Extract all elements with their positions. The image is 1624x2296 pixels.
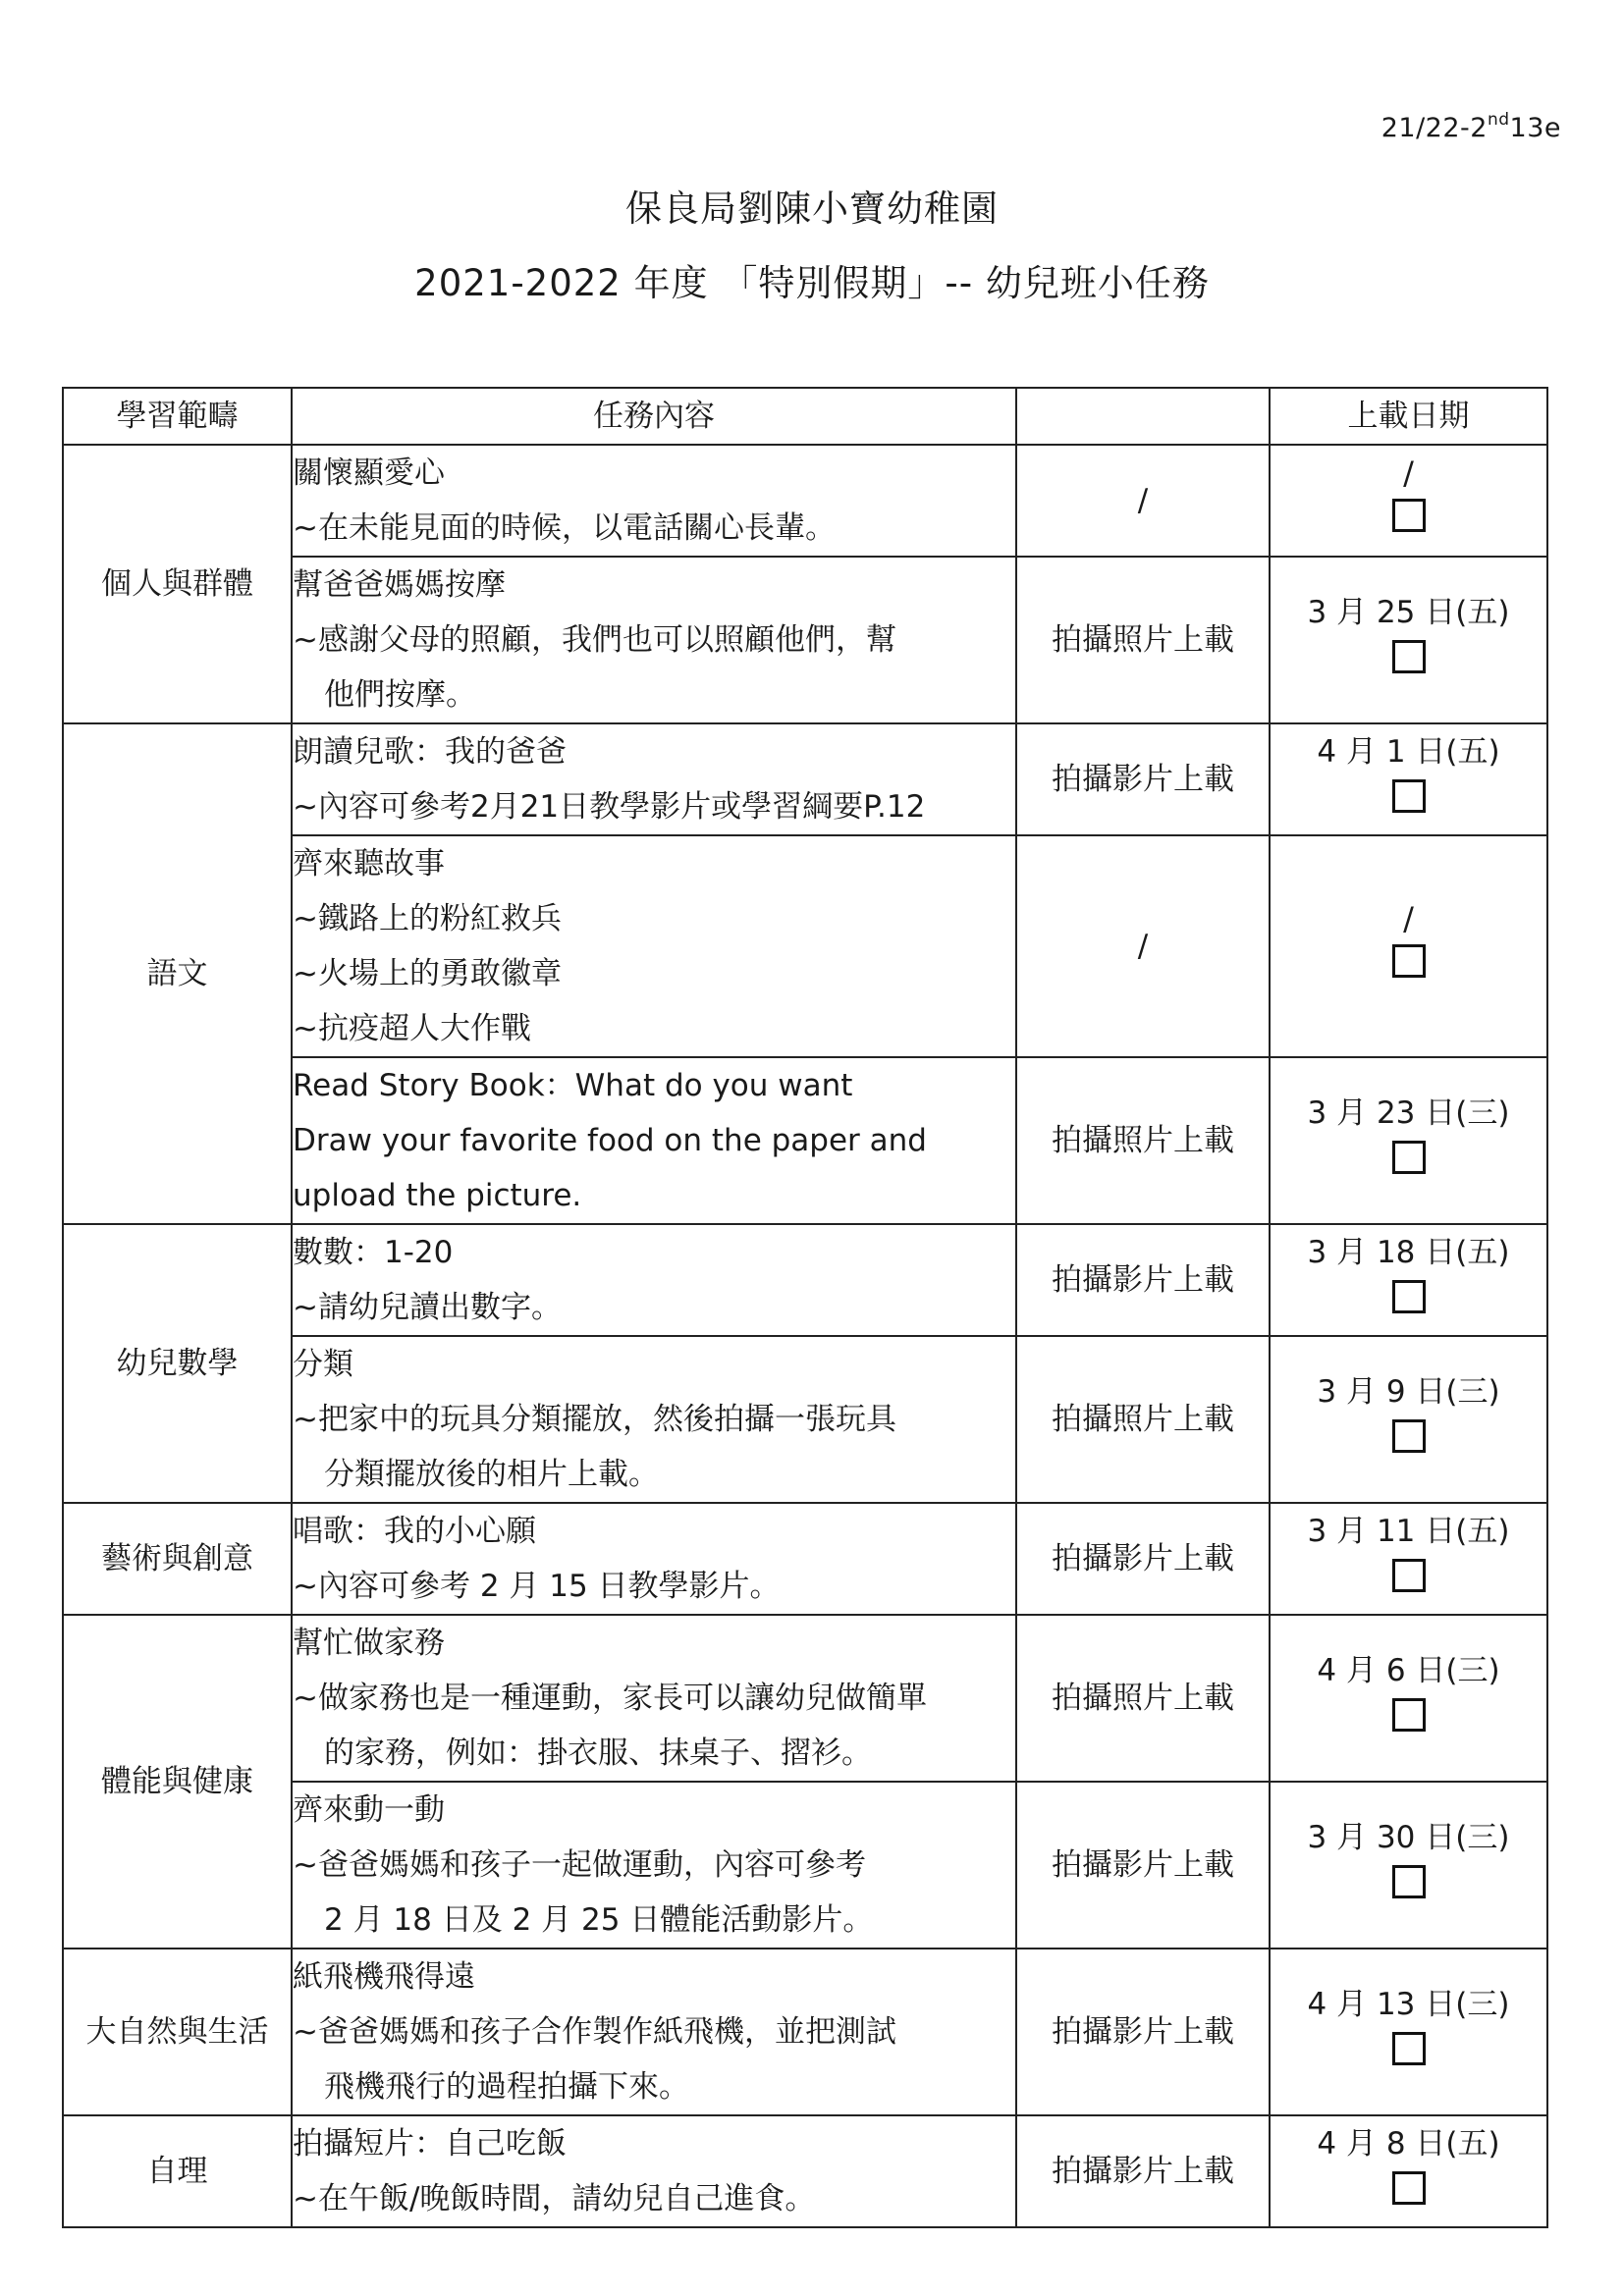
date-text: 4 月 1 日(五) (1317, 734, 1500, 770)
header-content: 任務內容 (292, 388, 1016, 445)
task-title: 齊來聽故事 (293, 846, 445, 881)
task-detail: 的家務，例如：掛衣服、抹桌子、摺衫。 (324, 1735, 872, 1771)
date-text: / (1403, 454, 1414, 492)
task-content-cell (292, 1224, 1016, 1336)
task-detail: ~內容可參考 2 月 15 日教學影片。 (293, 1569, 781, 1604)
upload-date-cell (1270, 557, 1547, 723)
completion-checkbox[interactable] (1392, 499, 1426, 532)
completion-checkbox[interactable] (1392, 1559, 1426, 1592)
header-upload-date: 上載日期 (1270, 388, 1547, 445)
upload-date-cell (1270, 835, 1547, 1057)
task-title: Read Story Book：What do you want (293, 1068, 853, 1103)
task-title: 拍攝短片：自己吃飯 (293, 2126, 567, 2162)
upload-method-cell: 拍攝影片上載 (1016, 2115, 1270, 2227)
upload-method-cell: 拍攝影片上載 (1016, 1949, 1270, 2115)
task-content-cell (292, 1503, 1016, 1615)
date-text: 4 月 6 日(三) (1317, 1653, 1500, 1688)
upload-method-cell: 拍攝照片上載 (1016, 1336, 1270, 1503)
task-detail: Draw your favorite food on the paper and (293, 1123, 927, 1158)
task-detail: upload the picture. (293, 1178, 582, 1213)
task-title: 幫爸爸媽媽按摩 (293, 567, 506, 603)
upload-date-cell (1270, 1057, 1547, 1224)
completion-checkbox[interactable] (1392, 944, 1426, 978)
document-reference: 21/22-2nd13e (1380, 110, 1561, 143)
upload-method-cell: 拍攝影片上載 (1016, 1503, 1270, 1615)
school-name-title: 保良局劉陳小寶幼稚園 (625, 187, 999, 230)
task-title: 朗讀兒歌：我的爸爸 (293, 734, 567, 770)
task-detail: ~請幼兒讀出數字。 (293, 1290, 562, 1325)
area-cell: 大自然與生活 (63, 1949, 292, 2115)
task-detail: ~感謝父母的照顧，我們也可以照顧他們，幫 (293, 622, 896, 658)
upload-date-cell (1270, 445, 1547, 557)
completion-checkbox[interactable] (1392, 1865, 1426, 1898)
header-method (1016, 388, 1270, 445)
task-content-cell (292, 1615, 1016, 1782)
task-content-cell (292, 835, 1016, 1057)
task-content-cell (292, 1336, 1016, 1503)
date-text: 3 月 25 日(五) (1307, 595, 1510, 630)
task-title: 數數：1-20 (293, 1235, 454, 1270)
task-detail: ~把家中的玩具分類擺放，然後拍攝一張玩具 (293, 1402, 896, 1437)
upload-method-cell: 拍攝影片上載 (1016, 1782, 1270, 1949)
table-row (63, 445, 1547, 557)
table-row (63, 1503, 1547, 1615)
task-detail: ~內容可參考2月21日教學影片或學習綱要P.12 (293, 789, 926, 825)
task-detail: 2 月 18 日及 2 月 25 日體能活動影片。 (324, 1902, 874, 1938)
task-title: 紙飛機飛得遠 (293, 1959, 475, 1995)
date-text: 3 月 30 日(三) (1307, 1820, 1510, 1855)
date-text: / (1403, 900, 1414, 937)
date-text: 4 月 13 日(三) (1307, 1987, 1510, 2022)
upload-method-cell: / (1016, 445, 1270, 557)
table-row (63, 723, 1547, 835)
area-cell: 幼兒數學 (63, 1224, 292, 1503)
completion-checkbox[interactable] (1392, 1698, 1426, 1732)
area-cell: 藝術與創意 (63, 1503, 292, 1615)
task-title: 唱歌：我的小心願 (293, 1514, 536, 1549)
table-row (63, 1949, 1547, 2115)
task-content-cell (292, 723, 1016, 835)
upload-date-cell (1270, 1224, 1547, 1336)
document-subtitle: 2021-2022 年度 「特別假期」-- 幼兒班小任務 (414, 262, 1210, 304)
table-row (63, 1224, 1547, 1336)
upload-method-cell: 拍攝影片上載 (1016, 1224, 1270, 1336)
task-content-cell (292, 445, 1016, 557)
task-content-cell (292, 2115, 1016, 2227)
task-content-cell (292, 1057, 1016, 1224)
upload-method-cell: 拍攝照片上載 (1016, 1615, 1270, 1782)
completion-checkbox[interactable] (1392, 779, 1426, 813)
date-text: 3 月 9 日(三) (1317, 1374, 1500, 1410)
upload-date-cell (1270, 1782, 1547, 1949)
task-detail: ~在午飯/晚飯時間，請幼兒自己進食。 (293, 2181, 816, 2216)
completion-checkbox[interactable] (1392, 640, 1426, 673)
completion-checkbox[interactable] (1392, 1141, 1426, 1174)
task-detail: ~爸爸媽媽和孩子一起做運動，內容可參考 (293, 1847, 866, 1883)
upload-method-cell: 拍攝照片上載 (1016, 557, 1270, 723)
task-table (62, 387, 1548, 2228)
upload-date-cell (1270, 723, 1547, 835)
date-text: 4 月 8 日(五) (1317, 2126, 1500, 2162)
task-content-cell (292, 1782, 1016, 1949)
task-detail: ~爸爸媽媽和孩子合作製作紙飛機，並把測試 (293, 2014, 896, 2050)
date-text: 3 月 18 日(五) (1307, 1235, 1510, 1270)
header-area: 學習範疇 (63, 388, 292, 445)
upload-date-cell (1270, 1949, 1547, 2115)
table-row (63, 2115, 1547, 2227)
task-title: 分類 (293, 1347, 353, 1382)
completion-checkbox[interactable] (1392, 2171, 1426, 2205)
date-text: 3 月 23 日(三) (1307, 1095, 1510, 1131)
completion-checkbox[interactable] (1392, 1419, 1426, 1453)
upload-date-cell (1270, 1336, 1547, 1503)
task-detail: 分類擺放後的相片上載。 (324, 1457, 659, 1492)
task-detail: ~抗疫超人大作戰 (293, 1011, 531, 1046)
area-cell: 個人與群體 (63, 445, 292, 723)
area-cell: 體能與健康 (63, 1615, 292, 1949)
area-cell: 語文 (63, 723, 292, 1224)
task-content-cell (292, 557, 1016, 723)
task-detail: ~在未能見面的時候，以電話關心長輩。 (293, 510, 836, 546)
area-cell: 自理 (63, 2115, 292, 2227)
task-detail: 他們按摩。 (324, 677, 476, 713)
table-row (63, 1615, 1547, 1782)
upload-date-cell (1270, 2115, 1547, 2227)
upload-date-cell (1270, 1615, 1547, 1782)
upload-method-cell: 拍攝影片上載 (1016, 723, 1270, 835)
task-title: 幫忙做家務 (293, 1626, 445, 1661)
task-content-cell (292, 1949, 1016, 2115)
completion-checkbox[interactable] (1392, 1280, 1426, 1313)
date-text: 3 月 11 日(五) (1307, 1514, 1510, 1549)
table-header-row (63, 388, 1547, 445)
completion-checkbox[interactable] (1392, 2032, 1426, 2065)
task-detail: ~火場上的勇敢徽章 (293, 956, 562, 991)
task-detail: 飛機飛行的過程拍攝下來。 (324, 2069, 689, 2105)
task-title: 關懷顯愛心 (293, 455, 445, 491)
upload-date-cell (1270, 1503, 1547, 1615)
task-detail: ~做家務也是一種運動，家長可以讓幼兒做簡單 (293, 1681, 927, 1716)
task-title: 齊來動一動 (293, 1792, 445, 1828)
upload-method-cell: 拍攝照片上載 (1016, 1057, 1270, 1224)
upload-method-cell: / (1016, 835, 1270, 1057)
task-detail: ~鐵路上的粉紅救兵 (293, 901, 562, 936)
